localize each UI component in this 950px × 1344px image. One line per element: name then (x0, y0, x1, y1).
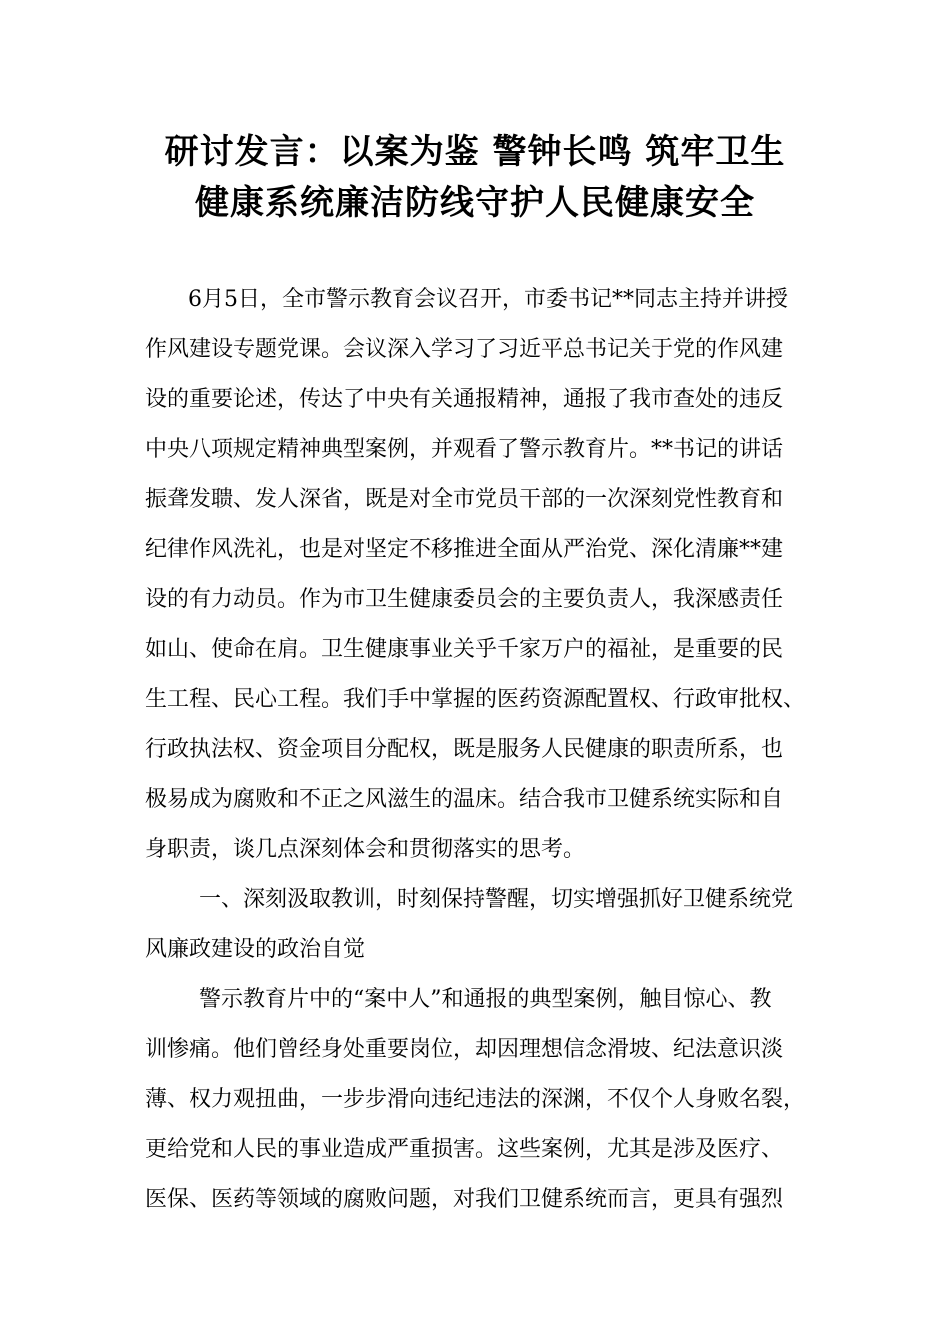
paragraph-line: 中央八项规定精神典型案例，并观看了警示教育片。**书记的讲话 (145, 437, 784, 462)
paragraph-line: 训惨痛。他们曾经身处重要岗位，却因理想信念滑坡、纪法意识淡 (145, 1037, 784, 1062)
paragraph-line: 行政执法权、资金项目分配权，既是服务人民健康的职责所系，也 (145, 737, 784, 762)
paragraph-line: 更给党和人民的事业造成严重损害。这些案例，尤其是涉及医疗、 (145, 1137, 784, 1162)
paragraph-line: 薄、权力观扭曲，一步步滑向违纪违法的深渊，不仅个人身败名裂， (145, 1087, 806, 1112)
paragraph-line: 如山、使命在肩。卫生健康事业关乎千家万户的福祉，是重要的民 (145, 637, 784, 662)
section-heading-line: 一、深刻汲取教训，时刻保持警醒，切实增强抓好卫健系统党 (199, 887, 794, 912)
paragraph-line: 设的有力动员。作为市卫生健康委员会的主要负责人，我深感责任 (145, 587, 784, 612)
paragraph-line: 极易成为腐败和不正之风滋生的温床。结合我市卫健系统实际和自 (145, 787, 784, 812)
paragraph-line: 纪律作风洗礼，也是对坚定不移推进全面从严治党、深化清廉**建 (145, 537, 784, 562)
document-title-line-2: 健康系统廉洁防线守护人民健康安全 (195, 183, 755, 223)
paragraph-line: 设的重要论述，传达了中央有关通报精神，通报了我市查处的违反 (145, 387, 784, 412)
paragraph-line: 生工程、民心工程。我们手中掌握的医药资源配置权、行政审批权、 (145, 687, 806, 712)
paragraph-line: 医保、医药等领域的腐败问题，对我们卫健系统而言，更具有强烈 (145, 1187, 784, 1212)
section-heading-line: 风廉政建设的政治自觉 (145, 937, 366, 962)
paragraph-line: 身职责，谈几点深刻体会和贯彻落实的思考。 (145, 837, 586, 862)
paragraph-line: 警示教育片中的“案中人”和通报的典型案例，触目惊心、教 (199, 987, 772, 1012)
document-title-line-1: 研讨发言：以案为鉴 警钟长鸣 筑牢卫生 (164, 132, 786, 172)
paragraph-line: 作风建设专题党课。会议深入学习了习近平总书记关于党的作风建 (145, 337, 784, 362)
paragraph-line: 6月5日，全市警示教育会议召开，市委书记**同志主持并讲授 (188, 287, 788, 312)
paragraph-line: 振聋发聩、发人深省，既是对全市党员干部的一次深刻党性教育和 (145, 487, 784, 512)
